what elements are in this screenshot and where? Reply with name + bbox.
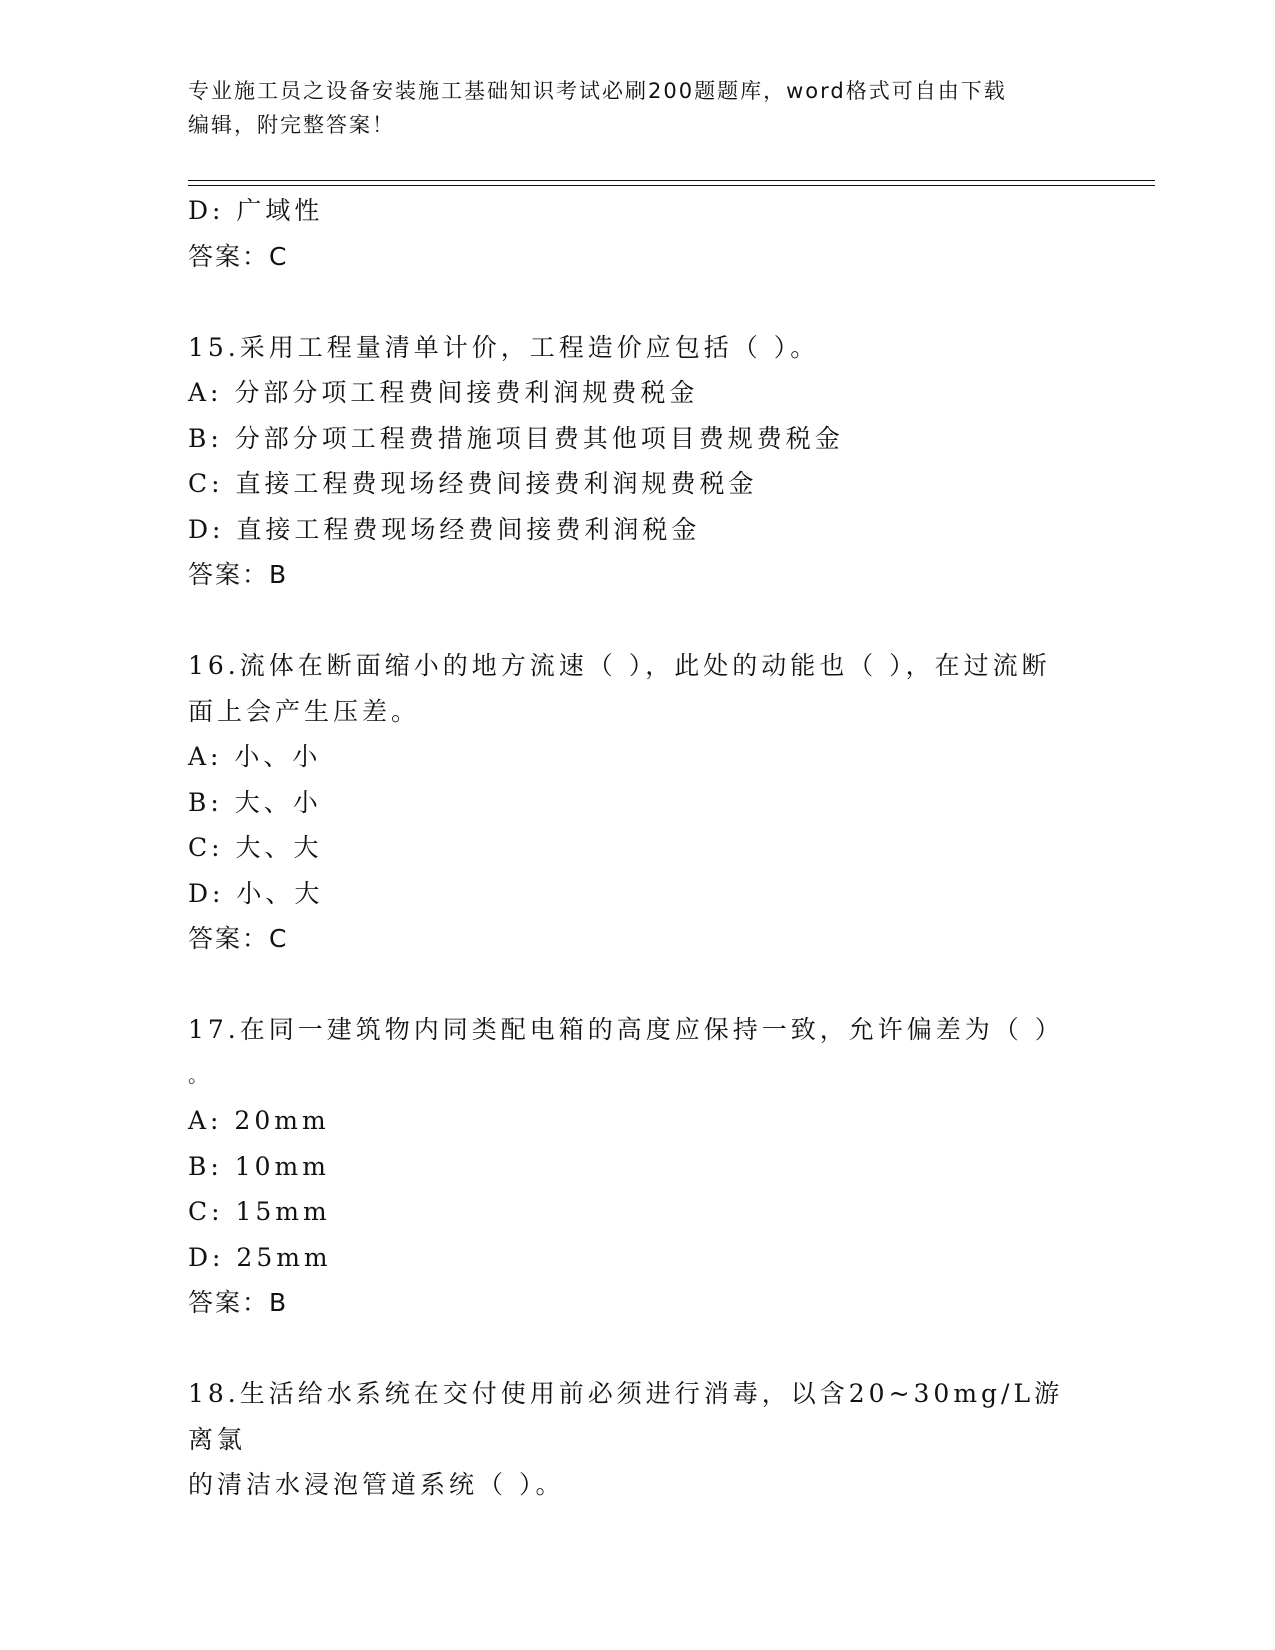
- header-line-1: 专业施工员之设备安装施工基础知识考试必刷200题题库，word格式可自由下载: [188, 79, 1007, 103]
- option-a: A: 分部分项工程费间接费利润规费税金: [188, 378, 699, 407]
- option-b: B: 分部分项工程费措施项目费其他项目费规费税金: [188, 423, 844, 453]
- answer: 答案：B: [188, 560, 289, 589]
- option-c: C: 大、大: [188, 833, 323, 862]
- spacer: [188, 962, 1088, 1008]
- spacer: [188, 598, 1088, 644]
- spacer: [188, 1326, 1088, 1372]
- question-stem: 18.生活给水系统在交付使用前必须进行消毒，以含20~30mg/L游离氯: [188, 1379, 1064, 1454]
- prev-answer: 答案：C: [188, 241, 289, 271]
- option-b: B: 10mm: [188, 1151, 330, 1181]
- question-16: [188, 643, 1088, 962]
- question-18: [188, 1371, 1088, 1508]
- question-stem: 17.在同一建筑物内同类配电箱的高度应保持一致，允许偏差为（ ）: [188, 1015, 1064, 1044]
- question-list: [188, 188, 1088, 1508]
- option-c: C: 直接工程费现场经费间接费利润规费税金: [188, 469, 758, 498]
- option-b: B: 大、小: [188, 787, 322, 817]
- question-stem: 15.采用工程量清单计价，工程造价应包括（ ）。: [188, 332, 820, 362]
- option-a: A: 小、小: [188, 742, 322, 771]
- document-header: [188, 74, 1088, 142]
- option-c: C: 15mm: [188, 1197, 331, 1226]
- option-d: D: 小、大: [188, 878, 324, 908]
- question-stem-continued: 的清洁水浸泡管道系统（ ）。: [188, 1470, 565, 1499]
- question-17: [188, 1007, 1088, 1326]
- option-a: A: 20mm: [188, 1106, 330, 1135]
- question-15: [188, 325, 1088, 598]
- answer: 答案：B: [188, 1288, 289, 1317]
- spacer: [188, 279, 1088, 325]
- header-divider-top: [188, 180, 1155, 181]
- question-stem: 16.流体在断面缩小的地方流速（ ），此处的动能也（ ），在过流断: [188, 651, 1051, 680]
- prev-option-d: D: 广域性: [188, 196, 324, 225]
- option-d: D: 25mm: [188, 1242, 332, 1272]
- answer: 答案：C: [188, 924, 289, 953]
- question-stem-continued: 。: [188, 1062, 208, 1087]
- header-divider-bottom: [188, 185, 1155, 186]
- header-line-2: 编辑，附完整答案！: [188, 113, 395, 137]
- option-d: D: 直接工程费现场经费间接费利润税金: [188, 514, 701, 544]
- question-stem-continued: 面上会产生压差。: [188, 696, 421, 726]
